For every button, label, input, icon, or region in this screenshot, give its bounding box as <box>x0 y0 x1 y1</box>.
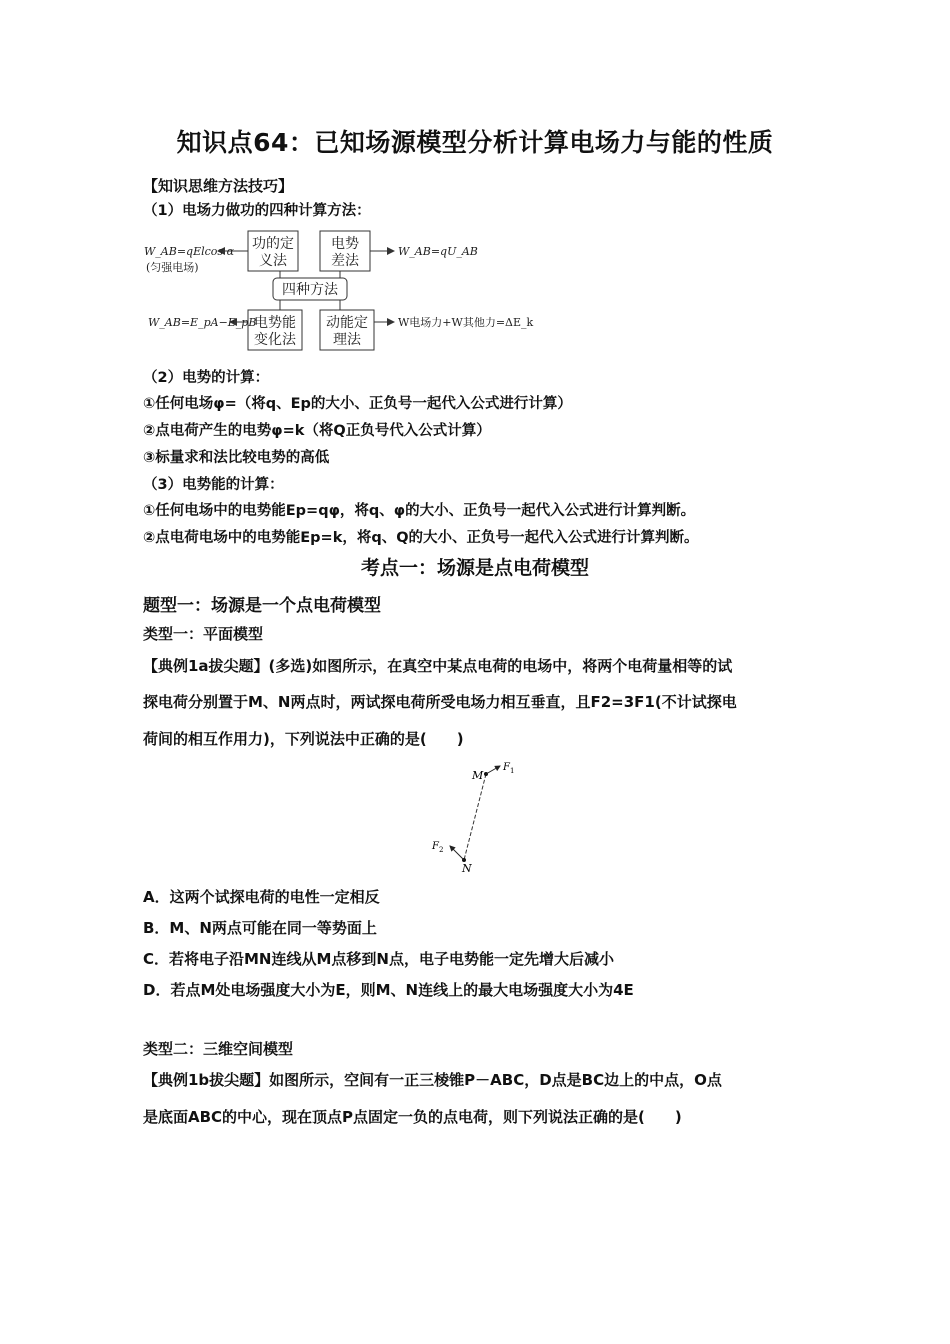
label-bl-formula: W_AB=E_pA−E_pB <box>148 316 257 329</box>
example-1a-line2: 探电荷分别置于M、N两点时，两试探电荷所受电场力相互垂直，且F2=3F1(不计试探电 <box>143 693 737 711</box>
label-F1-sub: 1 <box>510 767 515 775</box>
section-method-heading: 【知识思维方法技巧】 <box>143 177 294 195</box>
box-br-line1: 动能定 <box>326 315 368 331</box>
label-tl-formula: W_AB=qElcos α <box>144 245 234 258</box>
item1-heading: （1）电场力做功的四种计算方法： <box>143 203 371 219</box>
leixing1-heading: 类型一：平面模型 <box>143 625 264 643</box>
choice-D: D．若点M处电场强度大小为E，则M、N连线上的最大电场强度大小为4E <box>143 981 634 999</box>
force-figure <box>420 758 530 878</box>
example-1a-line3: 荷间的相互作用力)，下列说法中正确的是( ) <box>143 730 464 748</box>
item3-heading: （3）电势能的计算： <box>143 477 284 493</box>
item2-line3: ③标量求和法比较电势的高低 <box>143 450 330 466</box>
tixing-heading: 题型一：场源是一个点电荷模型 <box>143 596 381 616</box>
item2-heading: （2）电势的计算： <box>143 370 270 386</box>
example-1a-line1: 【典例1a拔尖题】(多选)如图所示，在真空中某点电荷的电场中，将两个电荷量相等的试 <box>143 657 733 675</box>
box-tr-line2: 差法 <box>331 253 359 269</box>
label-N: N <box>462 862 472 875</box>
leixing2-heading: 类型二：三维空间模型 <box>143 1040 294 1058</box>
choice-B: B．M、N两点可能在同一等势面上 <box>143 919 377 937</box>
choice-C: C．若将电子沿MN连线从M点移到N点，电子电势能一定先增大后减小 <box>143 950 614 968</box>
label-F2: F <box>432 841 439 852</box>
label-F2-sub: 2 <box>439 846 444 854</box>
kaodian-heading: 考点一：场源是点电荷模型 <box>360 557 589 579</box>
item3-line2: ②点电荷电场中的电势能Ep=k，将q、Q的大小、正负号一起代入公式进行计算判断。 <box>143 530 699 546</box>
item3-line1: ①任何电场中的电势能Ep=qφ，将q、φ的大小、正负号一起代入公式进行计算判断。 <box>143 503 696 519</box>
label-F1: F <box>503 762 510 773</box>
four-methods-diagram <box>140 225 560 360</box>
choice-A: A．这两个试探电荷的电性一定相反 <box>143 888 380 906</box>
label-tl-note: (匀强电场) <box>146 261 199 274</box>
box-bl-line1: 电势能 <box>254 315 296 331</box>
page-title: 知识点64：已知场源模型分析计算电场力与能的性质 <box>176 128 774 157</box>
box-tl-line1: 功的定 <box>252 236 294 252</box>
box-bl-line2: 变化法 <box>254 332 296 348</box>
label-tr-formula: W_AB=qU_AB <box>398 245 478 258</box>
box-tl-line2: 义法 <box>259 253 287 269</box>
box-center-label: 四种方法 <box>282 282 338 298</box>
example-1b-line1: 【典例1b拔尖题】如图所示，空间有一正三棱锥P－ABC，D点是BC边上的中点，O点 <box>143 1071 722 1089</box>
label-M: M <box>472 769 484 782</box>
item2-line2: ②点电荷产生的电势φ=k（将Q正负号代入公式计算） <box>143 423 491 439</box>
example-1b-line2: 是底面ABC的中心，现在顶点P点固定一负的点电荷，则下列说法正确的是( ) <box>143 1108 682 1126</box>
item2-line1: ①任何电场φ=（将q、Ep的大小、正负号一起代入公式进行计算） <box>143 396 572 412</box>
box-tr-line1: 电势 <box>331 236 359 252</box>
box-br-line2: 理法 <box>333 332 361 348</box>
label-br-formula: W电场力+W其他力=ΔE_k <box>398 316 534 329</box>
